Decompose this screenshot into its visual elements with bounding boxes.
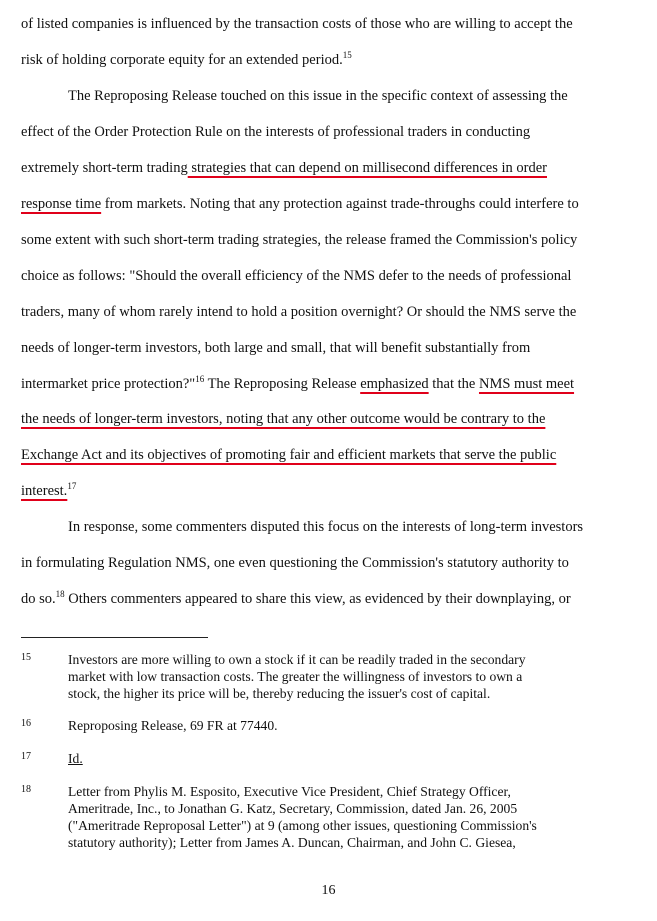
footnote-line[interactable]: Id. xyxy=(68,751,83,766)
highlighted-text: emphasized xyxy=(360,376,429,392)
body-line xyxy=(21,159,629,177)
body-line xyxy=(21,590,629,608)
body-line xyxy=(21,51,629,69)
body-line xyxy=(21,195,629,213)
paragraph-start: The Reproposing Release touched on this issue in the specific context of assessing the xyxy=(68,88,568,104)
highlighted-text: NMS must meet xyxy=(478,376,575,392)
body-line: effect of the Order Protection Rule on the interests of professional traders in conducting xyxy=(21,124,531,140)
footnote-ref[interactable]: 18 xyxy=(55,589,65,599)
footnote-separator xyxy=(21,637,208,638)
footnote-line: Investors are more willing to own a stock if it can be readily traded in the secondary xyxy=(68,652,526,667)
footnote-text xyxy=(68,750,618,767)
highlighted-text: response time xyxy=(21,196,102,212)
footnote-text xyxy=(68,651,618,702)
footnote-line: stock, the higher its price will be, thereby reducing the issuer's cost of capital. xyxy=(68,686,491,701)
highlighted-text: the needs of longer-term investors, noting that any other outcome would be contrary to the xyxy=(21,411,546,427)
body-line: of listed companies is influenced by the transaction costs of those who are willing to accept the xyxy=(21,16,573,32)
body-text-span: risk of holding corporate equity for an extended period. xyxy=(21,52,343,68)
body-line xyxy=(21,410,629,428)
footnote-number: 17 xyxy=(21,751,31,762)
footnote-text xyxy=(68,717,618,734)
body-line xyxy=(21,446,629,464)
body-text-span: do so. xyxy=(21,591,56,607)
highlighted-text: strategies that can depend on millisecond differences in order xyxy=(187,160,547,176)
footnote-number: 16 xyxy=(21,718,31,729)
paragraph-start: In response, some commenters disputed this focus on the interests of long-term investors xyxy=(68,519,584,535)
footnote-line: ("Ameritrade Reproposal Letter") at 9 (among other issues, questioning Commission's xyxy=(68,818,537,833)
footnote-line: Letter from Phylis M. Esposito, Executive Vice President, Chief Strategy Officer, xyxy=(68,784,511,799)
footnote-ref[interactable]: 17 xyxy=(67,481,77,491)
body-line xyxy=(21,482,629,500)
footnote-number: 18 xyxy=(21,784,31,795)
body-line: some extent with such short-term trading strategies, the release framed the Commission's policy xyxy=(21,232,578,248)
highlighted-text: Exchange Act and its objectives of promoting fair and efficient markets that serve the public xyxy=(21,447,557,463)
body-line: traders, many of whom rarely intend to hold a position overnight? Or should the NMS serve the xyxy=(21,304,577,320)
body-text-span: from markets. Noting that any protection against trade-throughs could interfere to xyxy=(101,196,579,212)
body-line xyxy=(21,375,629,393)
footnote-ref[interactable]: 15 xyxy=(342,50,352,60)
body-line: choice as follows: "Should the overall efficiency of the NMS defer to the needs of professional xyxy=(21,268,572,284)
footnote-number: 15 xyxy=(21,652,31,663)
body-text-span: that the xyxy=(428,376,479,392)
footnote-text xyxy=(68,783,618,851)
footnote-line: Reproposing Release, 69 FR at 77440. xyxy=(68,718,278,733)
page-number: 16 xyxy=(321,883,336,898)
body-text-span: Others commenters appeared to share this view, as evidenced by their downplaying, or xyxy=(64,591,571,607)
highlighted-text: interest. xyxy=(21,483,68,499)
footnote-line: statutory authority); Letter from James A. Duncan, Chairman, and John C. Giesea, xyxy=(68,835,516,850)
body-line: needs of longer-term investors, both large and small, that will benefit substantially from xyxy=(21,340,531,356)
body-line: in formulating Regulation NMS, one even questioning the Commission's statutory authority to xyxy=(21,555,569,571)
footnote-ref[interactable]: 16 xyxy=(195,374,205,384)
body-text-span: The Reproposing Release xyxy=(204,376,361,392)
body-text-span: extremely short-term trading xyxy=(21,160,188,176)
footnote-line: Ameritrade, Inc., to Jonathan G. Katz, Secretary, Commission, dated Jan. 26, 2005 xyxy=(68,801,518,816)
body-text-span: intermarket price protection?" xyxy=(21,376,196,392)
footnote-line: market with low transaction costs. The greater the willingness of investors to own a xyxy=(68,669,523,684)
